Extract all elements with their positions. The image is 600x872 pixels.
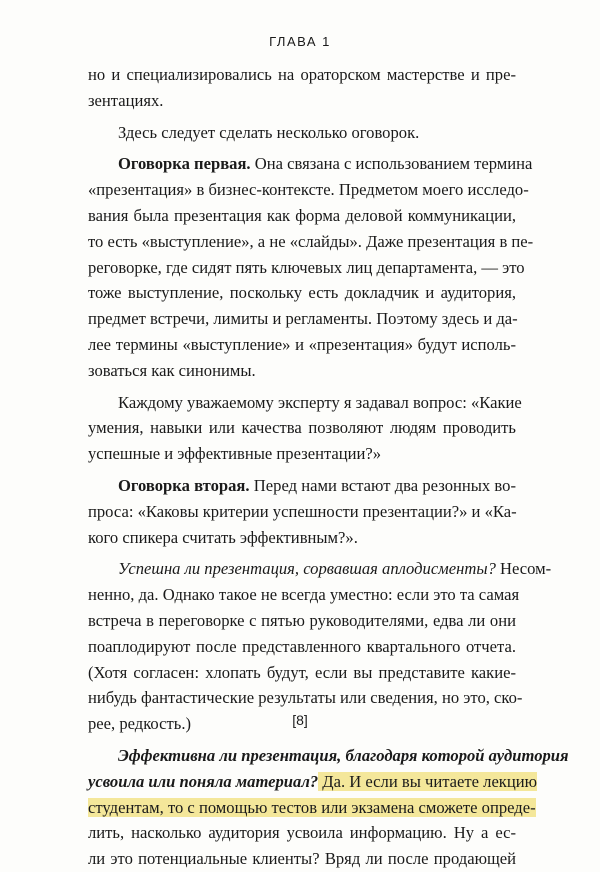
section-heading: Оговорка первая. [118, 154, 251, 174]
page-number: [8] [292, 712, 308, 728]
text-line: зоваться как синонимы. [88, 360, 256, 380]
text-line: умения, навыки или качества позволяют людям проводить [88, 418, 516, 438]
text-line: рее, редкость.) [88, 714, 191, 734]
text-line: зентациях. [88, 90, 164, 110]
text-line: Оговорка вторая. Перед нами встают два резонных во- [118, 475, 516, 495]
text-line: Оговорка первая. Она связана с использованием термина [118, 154, 533, 174]
body-text [88, 62, 569, 872]
text-line: ненно, да. Однако такое не всегда уместно: если это та самая [88, 585, 520, 605]
text-line: нибудь фантастические результаты или сведения, но это, ско- [88, 688, 523, 708]
running-header: ГЛАВА 1 [269, 34, 331, 49]
italic-question: Эффективна ли презентация, благодаря которой аудитория [118, 745, 569, 765]
text-line: Здесь следует сделать несколько оговорок. [118, 122, 420, 142]
section-heading: Оговорка вторая. [118, 475, 250, 495]
text-line: но и специализировались на ораторском мастерстве и пре- [88, 65, 516, 84]
highlighted-text: студентам, то с помощью тестов или экзамена сможете опреде- [88, 797, 536, 817]
text-line: тоже выступление, поскольку есть докладчик и аудитория, [88, 283, 516, 303]
italic-question: Успешна ли презентация, сорвавшая аплодисменты? [118, 559, 496, 579]
text-line: «презентация» в бизнес-контексте. Предметом моего исследо- [88, 180, 529, 200]
text-line: проса: «Каковы критерии успешности презентации?» и «Ка- [88, 501, 517, 521]
text-line: Успешна ли презентация, сорвавшая аплодисменты? Несом- [118, 559, 552, 579]
text-line: то есть «выступление», а не «слайды». Даже презентация в пе- [88, 231, 534, 251]
text-line: Каждому уважаемому эксперту я задавал вопрос: «Какие [118, 392, 522, 412]
text-line: (Хотя согласен: хлопать будут, если вы представите какие- [88, 662, 516, 682]
text-line: лить, насколько аудитория усвоила информацию. Ну а ес- [88, 823, 516, 843]
text-line: лее термины «выступление» и «презентация» будут исполь- [88, 334, 516, 354]
text-line: кого спикера считать эффективным?». [88, 527, 358, 547]
italic-question: усвоила или поняла материал? [88, 771, 319, 791]
text-line: реговорке, где сидят пять ключевых лиц департамента, — это [88, 257, 525, 277]
text-line: ли это потенциальные клиенты? Вряд ли после продающей [88, 849, 516, 869]
text-line: встреча в переговорке с пятью руководителями, едва ли они [88, 610, 516, 630]
text-line [88, 769, 538, 795]
text-line: предмет встречи, лимиты и регламенты. Поэтому здесь и да- [88, 309, 518, 329]
text-line [88, 743, 569, 769]
text-line: успешные и эффективные презентации?» [88, 444, 382, 464]
highlighted-text: Да. И если вы читаете лекцию [318, 771, 538, 791]
text-line: вания была презентация как форма деловой коммуникации, [88, 205, 516, 225]
text-line [88, 795, 536, 821]
text-line: поаплодируют после представленного квартального отчета. [88, 636, 516, 656]
